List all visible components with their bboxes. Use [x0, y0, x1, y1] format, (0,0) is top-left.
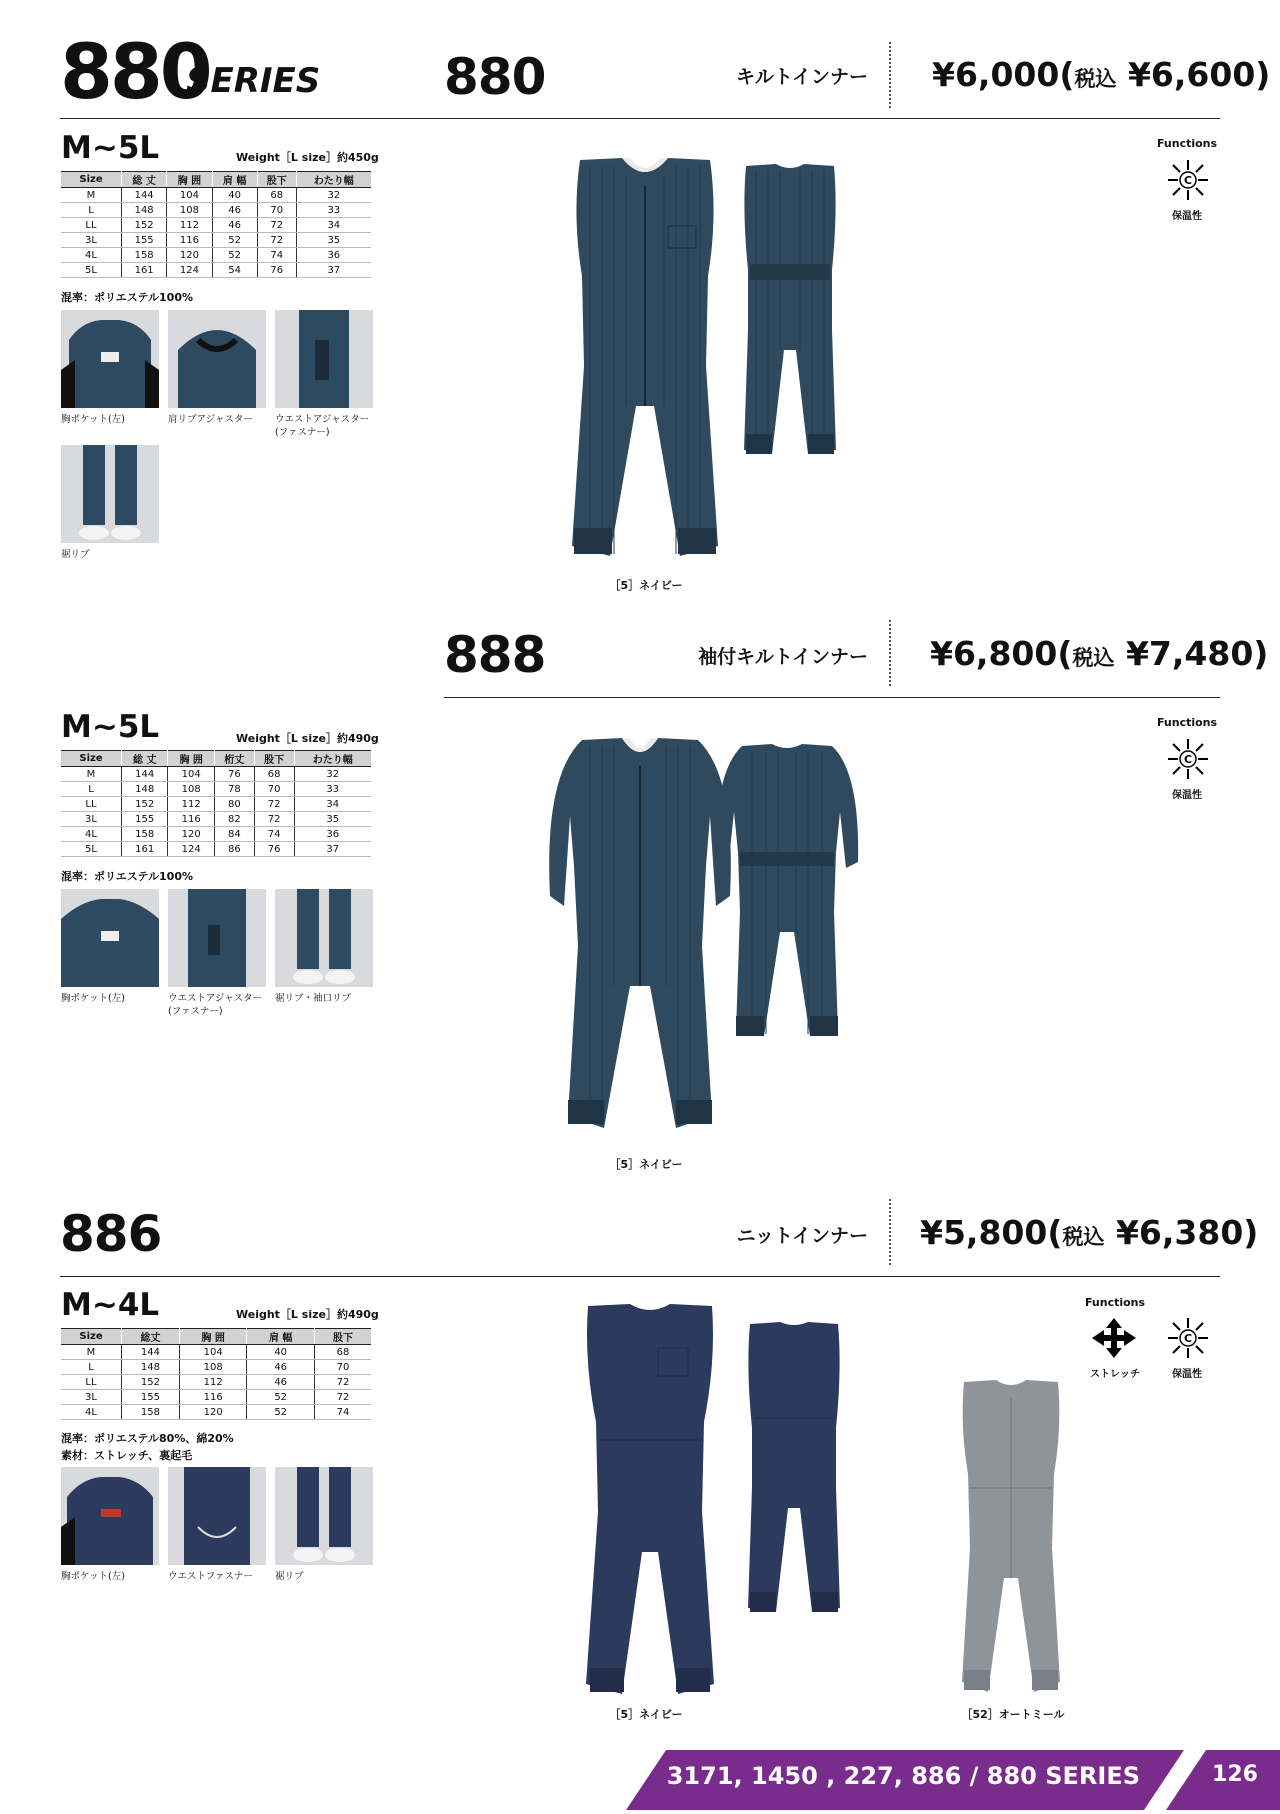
column-header: 肩 幅 [247, 1329, 315, 1345]
detail-caption: 胸ポケット(左) [61, 993, 125, 1004]
column-header: Size [61, 172, 122, 188]
table-row: LL 152 112 46 72 34 [61, 218, 371, 233]
functions-title: Functions [1084, 1296, 1146, 1309]
product-photo-variant [956, 1378, 1066, 1702]
functions-title: Functions [1156, 137, 1218, 150]
column-header: 股下 [257, 172, 296, 188]
detail-caption: ウエストファスナー [168, 1571, 253, 1582]
column-header: わたり幅 [296, 172, 371, 188]
divider [889, 620, 891, 686]
product-photo-back [740, 160, 840, 464]
size-range: M~5L [61, 130, 160, 166]
product-photo-front [560, 156, 730, 570]
material-text: 混率：ポリエステル80%、綿20% [61, 1432, 234, 1445]
detail-photo [61, 445, 159, 547]
color-label: ［5］ネイビー [609, 579, 683, 592]
column-header: 総 丈 [122, 751, 168, 767]
price-with-tax: ¥7,480 [1125, 634, 1254, 673]
price-block: ¥6,800(税込 ¥7,480) [930, 634, 1269, 673]
product-code: 880 [444, 48, 546, 106]
tax-label: 税込 [1072, 646, 1115, 670]
detail-photo [275, 889, 373, 991]
table-row: 4L 158 120 52 74 [61, 1405, 371, 1420]
detail-photo [275, 310, 373, 412]
column-header: Size [61, 1329, 122, 1345]
svg-text:C: C [1183, 1332, 1193, 1345]
size-range: M~4L [61, 1287, 160, 1323]
price: ¥5,800 [920, 1213, 1048, 1252]
price-block: ¥6,000(税込 ¥6,600) [932, 55, 1271, 94]
thermal-icon [1166, 1316, 1210, 1364]
function-label: 保温性 [1172, 790, 1202, 801]
tax-label: 税込 [1062, 1225, 1105, 1249]
product-code: 888 [444, 626, 546, 684]
function-label: 保温性 [1172, 211, 1202, 222]
section-rule [60, 1276, 1220, 1277]
column-header: Size [61, 751, 122, 767]
footer-series-list: 3171, 1450 , 227, 886 / 880 SERIES [666, 1762, 1140, 1790]
table-row: L 148 108 46 70 [61, 1360, 371, 1375]
table-row: 3L 155 116 82 72 35 [61, 812, 371, 827]
price-block: ¥5,800(税込 ¥6,380) [920, 1213, 1259, 1252]
detail-caption: 肩リブアジャスター [168, 414, 253, 425]
detail-caption: 裾リブ [275, 1571, 304, 1582]
table-row: M 144 104 76 68 32 [61, 767, 371, 782]
detail-caption: 胸ポケット(左) [61, 1571, 125, 1582]
price-with-tax: ¥6,600 [1127, 55, 1256, 94]
size-table [61, 750, 371, 857]
tax-label: 税込 [1074, 67, 1117, 91]
section-rule [444, 697, 1220, 698]
detail-caption: 胸ポケット(左) [61, 414, 125, 425]
color-label: ［52］オートミール [961, 1708, 1065, 1721]
column-header: 股下 [254, 751, 294, 767]
section-rule [60, 118, 1220, 119]
product-photo-front [580, 1302, 720, 1706]
material-text: 混率：ポリエステル100% [61, 291, 193, 304]
material-text: 素材：ストレッチ、裏起毛 [61, 1449, 193, 1462]
color-label: ［5］ネイビー [609, 1708, 683, 1721]
product-photo-back [712, 742, 862, 1046]
table-row: 5L 161 124 86 76 37 [61, 842, 371, 857]
product-name: キルトインナー [736, 66, 868, 88]
table-row: 3L 155 116 52 72 35 [61, 233, 371, 248]
column-header: 胸 囲 [167, 172, 212, 188]
functions-title: Functions [1156, 716, 1218, 729]
table-row: 5L 161 124 54 76 37 [61, 263, 371, 278]
weight: Weight［L size］約490g [236, 1308, 379, 1321]
detail-caption: 裾リブ [61, 549, 90, 560]
size-table [61, 1328, 371, 1420]
table-row: LL 152 112 80 72 34 [61, 797, 371, 812]
table-row: M 144 104 40 68 32 [61, 188, 371, 203]
detail-caption: 裾リブ・袖口リブ [275, 993, 352, 1004]
divider [889, 1199, 891, 1265]
size-table [61, 171, 371, 278]
table-header-row [61, 1329, 371, 1345]
table-row: 3L 155 116 52 72 [61, 1390, 371, 1405]
detail-caption: ウエストアジャスター (ファスナー) [168, 993, 263, 1017]
table-row: L 148 108 78 70 33 [61, 782, 371, 797]
column-header: 肩 幅 [212, 172, 257, 188]
divider [889, 42, 891, 108]
column-header: わたり幅 [294, 751, 371, 767]
thermal-icon [1166, 737, 1210, 785]
color-label: ［5］ネイビー [609, 1158, 683, 1171]
detail-caption: ウエストアジャスター (ファスナー) [275, 414, 370, 438]
table-row: L 148 108 46 70 33 [61, 203, 371, 218]
price: ¥6,800 [930, 634, 1058, 673]
series-word: SERIES [186, 61, 321, 101]
product-code: 886 [60, 1205, 162, 1263]
product-photo-front [540, 736, 740, 1140]
detail-photo [275, 1467, 373, 1569]
product-photo-back [744, 1318, 844, 1622]
weight: Weight［L size］約490g [236, 732, 379, 745]
product-name: 袖付キルトインナー [698, 646, 868, 668]
column-header: 総丈 [122, 1329, 180, 1345]
price: ¥6,000 [932, 55, 1060, 94]
weight: Weight［L size］約450g [236, 151, 379, 164]
svg-text:C: C [1183, 174, 1193, 187]
size-range: M~5L [61, 709, 160, 745]
table-row: M 144 104 40 68 [61, 1345, 371, 1360]
stretch-icon [1090, 1316, 1138, 1364]
series-number: 880 [60, 27, 210, 116]
price-with-tax: ¥6,380 [1115, 1213, 1244, 1252]
table-header-row [61, 172, 371, 188]
column-header: 胸 囲 [179, 1329, 247, 1345]
column-header: 胸 囲 [168, 751, 214, 767]
detail-photo [168, 889, 266, 991]
table-row: 4L 158 120 84 74 36 [61, 827, 371, 842]
detail-photo [61, 1467, 159, 1569]
detail-photo [168, 310, 266, 412]
function-label: 保温性 [1172, 1369, 1202, 1380]
detail-photo [61, 889, 159, 991]
thermal-icon [1166, 158, 1210, 206]
table-row: 4L 158 120 52 74 36 [61, 248, 371, 263]
column-header: 股下 [314, 1329, 371, 1345]
product-name: ニットインナー [736, 1225, 868, 1247]
detail-photo [61, 310, 159, 412]
svg-text:C: C [1183, 753, 1193, 766]
column-header: 桁丈 [214, 751, 254, 767]
material-text: 混率：ポリエステル100% [61, 870, 193, 883]
column-header: 総 丈 [122, 172, 167, 188]
function-label: ストレッチ [1090, 1369, 1140, 1380]
table-row: LL 152 112 46 72 [61, 1375, 371, 1390]
table-header-row [61, 751, 371, 767]
page-number: 126 [1212, 1762, 1258, 1787]
detail-photo [168, 1467, 266, 1569]
